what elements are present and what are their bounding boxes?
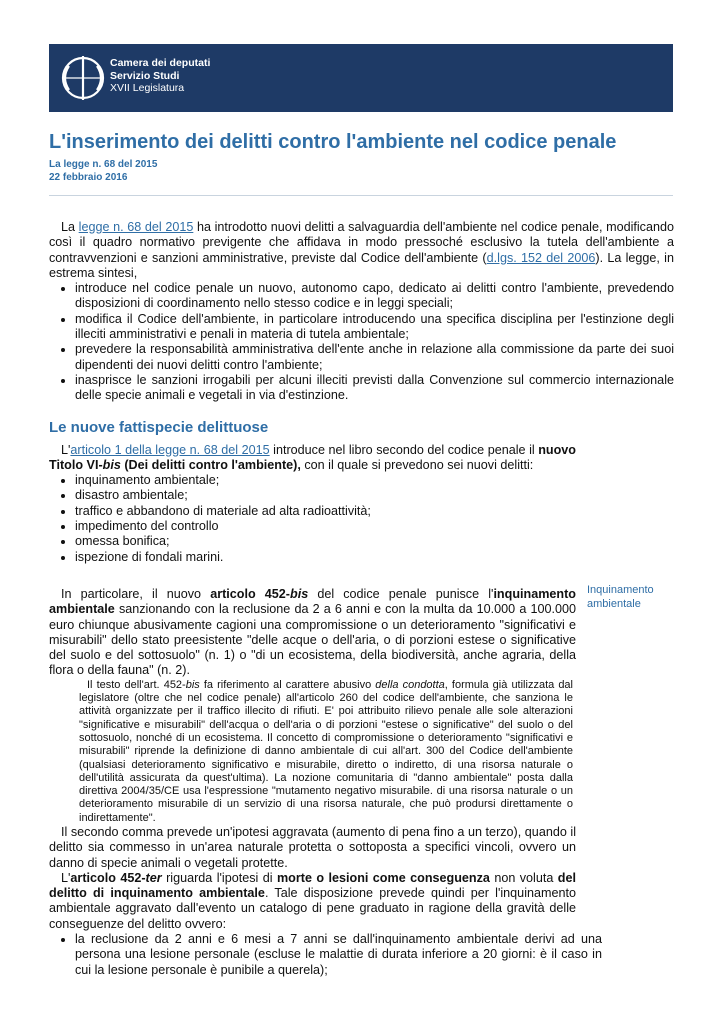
text: L': [61, 442, 71, 457]
text: sanzionando con la reclusione da 2 a 6 anni e con la multa da 10.000 a 100.000 euro chiunque abusivamente cagioni una compromissione o un deterioramento "significativi e misurabili" dello stato preesistente "delle acque o dell'aria, o di porzioni estese o significative del suolo e del sottosuolo" (n. 1) o "di un ecosistema, della biodiversità, anche agraria, della flora o della fauna" (n. 2).: [49, 602, 576, 678]
text: In particolare, il nuovo: [61, 586, 211, 601]
list-item: • ispezione di fondali marini.: [75, 550, 674, 565]
aggravated-paragraph: Il secondo comma prevede un'ipotesi aggravata (aumento di pena fino a un terzo), quando il delitto sia commesso in un'area naturale protetta o sottoposta a specifici vincoli, ovvero un danno di specie animali o vegetali protette.: [49, 824, 576, 870]
text: fa riferimento al carattere abusivo: [199, 678, 376, 691]
bold-text: inquinamento ambientale: [49, 586, 576, 617]
section-heading: Le nuove fattispecie delittuose: [49, 418, 269, 436]
header-text: [110, 57, 210, 95]
footnote-block: [79, 679, 573, 825]
list-item: • inasprisce le sanzioni irrogabili per alcuni illeciti previsti dalla Convenzione sul commercio internazionale delle specie animali e vegetali in via d'estinzione.: [75, 373, 674, 404]
bold-text: morte o lesioni come conseguenza: [276, 870, 490, 885]
list-item: • modifica il Codice dell'ambiente, in particolare introducendo una specifica disciplina per l'estinzione degli illeciti amministrativi e penali in materia di tutela ambientale;: [75, 312, 674, 343]
article-452bis-paragraph: [49, 587, 576, 679]
document-body: [49, 220, 674, 978]
list-item: • impedimento del controllo: [75, 519, 674, 534]
text: con il quale si prevedono sei nuovi delitti:: [300, 457, 534, 472]
italic-text: della condotta: [375, 678, 445, 691]
text: riguarda l'ipotesi di: [161, 870, 277, 885]
text: , formula già utilizzata dal legislatore (oltre che nel codice penale) all'articolo 260 del codice dell'ambiente, che sanziona le attività organizzate per il traffico illecito di rifiuti. E' poi attribuito rilievo penale alle sole alterazioni "significative e misurabili" dell'acqua o dell'aria o di porzioni "estese o significative" del suolo o del sottosuolo, nonché di un ecosistema. Il concetto di compromissione o deterioramento "significativi e misurabili" riprende la definizione di danno ambientale di cui all'art. 300 del Codice dell'ambiente (qualsiasi deterioramento significativo e misurabile, diretto o indiretto, di una risorsa naturale o dell'utilità assicurata da quest'ultima). La nozione comunitaria di "danno ambientale" posta dalla direttiva 2004/35/CE usa l'espressione "mutamento negativo misurabile. di una risorsa naturale o un deterioramento misurabile di un servizio di una risorsa naturale, che può prodursi direttamente o indirettamente".: [79, 678, 573, 824]
list-item: • traffico e abbandono di materiale ad alta radioattività;: [75, 504, 674, 519]
header-line-servizio: Servizio Studi: [110, 69, 180, 82]
text: ). La legge, in estrema sintesi,: [49, 250, 674, 280]
bold-text: del delitto di inquinamento ambientale: [49, 870, 576, 901]
article-452ter-paragraph: [49, 871, 576, 932]
list-item: • omessa bonifica;: [75, 534, 674, 549]
bold-text: (Dei delitti contro l'ambiente),: [120, 457, 301, 472]
text: del codice penale punisce l': [308, 586, 494, 601]
bold-italic-text: ter: [145, 870, 162, 885]
header-line-legislatura: XVII Legislatura: [110, 82, 185, 94]
bold-text: articolo 452-: [70, 870, 146, 885]
side-note-line: ambientale: [587, 598, 641, 610]
italic-text: bis: [185, 678, 200, 691]
document-subtitle: La legge n. 68 del 2015: [49, 159, 158, 170]
header-line-camera: Camera dei deputati: [110, 57, 211, 69]
bold-italic-text: bis: [290, 586, 309, 601]
side-note-line: Inquinamento: [587, 584, 654, 596]
bold-italic-text: bis: [102, 457, 121, 472]
intro-paragraph: [49, 220, 674, 281]
document-title: L'inserimento dei delitti contro l'ambiente nel codice penale: [49, 131, 617, 153]
text: . Tale disposizione prevede quindi per l'inquinamento ambientale aggravato dall'evento un catalogo di pene graduato in ragione della gravità delle conseguenze del delitto ovvero:: [49, 886, 576, 931]
list-item: • la reclusione da 2 anni e 6 mesi a 7 anni se dall'inquinamento ambientale derivi ad una persona una lesione personale (escluse le malattie di durata inferiore a 20 giorni: è il caso in cui la lesione personale è punibile a querela);: [75, 932, 602, 978]
intro-list: [49, 281, 674, 403]
bold-text: articolo 452-: [210, 586, 290, 601]
pene-list: [49, 932, 602, 978]
link-articolo-1[interactable]: articolo 1 della legge n. 68 del 2015: [70, 442, 270, 457]
section1-paragraph: [49, 443, 576, 474]
divider: [49, 195, 673, 196]
delitti-list: [49, 473, 674, 565]
link-legge-68-2015[interactable]: legge n. 68 del 2015: [78, 220, 194, 234]
text: ha introdotto nuovi delitti a salvaguardia dell'ambiente nel codice penale, modificando così il quadro normativo previgente che affidava in modo pressoché esclusivo la tutela dell'ambiente a contravvenzioni e sanzioni amministrative, previste dal Codice dell'ambiente (: [49, 220, 674, 265]
link-dlgs-152-2006[interactable]: d.lgs. 152 del 2006: [486, 250, 596, 265]
text: Il testo dell'art. 452-: [87, 678, 186, 691]
list-item: • inquinamento ambientale;: [75, 473, 674, 488]
bold-text: nuovo Titolo VI-: [49, 442, 576, 472]
text: La: [61, 220, 79, 234]
text: introduce nel libro secondo del codice penale il: [269, 442, 539, 457]
text: non voluta: [489, 870, 558, 885]
document-date: 22 febbraio 2016: [49, 172, 128, 183]
list-item: • disastro ambientale;: [75, 488, 674, 503]
text: L': [61, 870, 71, 885]
header-banner: [49, 44, 673, 112]
list-item: • prevedere la responsabilità amministrativa dell'ente anche in relazione alla commissione da parte dei suoi dipendenti dei nuovi delitti contro l'ambiente;: [75, 342, 674, 373]
camera-deputati-logo-icon: [57, 52, 109, 104]
list-item: • introduce nel codice penale un nuovo, autonomo capo, dedicato ai delitti contro l'ambiente, prevedendo disposizioni di coordinamento nello stesso codice e in leggi speciali;: [75, 281, 674, 312]
